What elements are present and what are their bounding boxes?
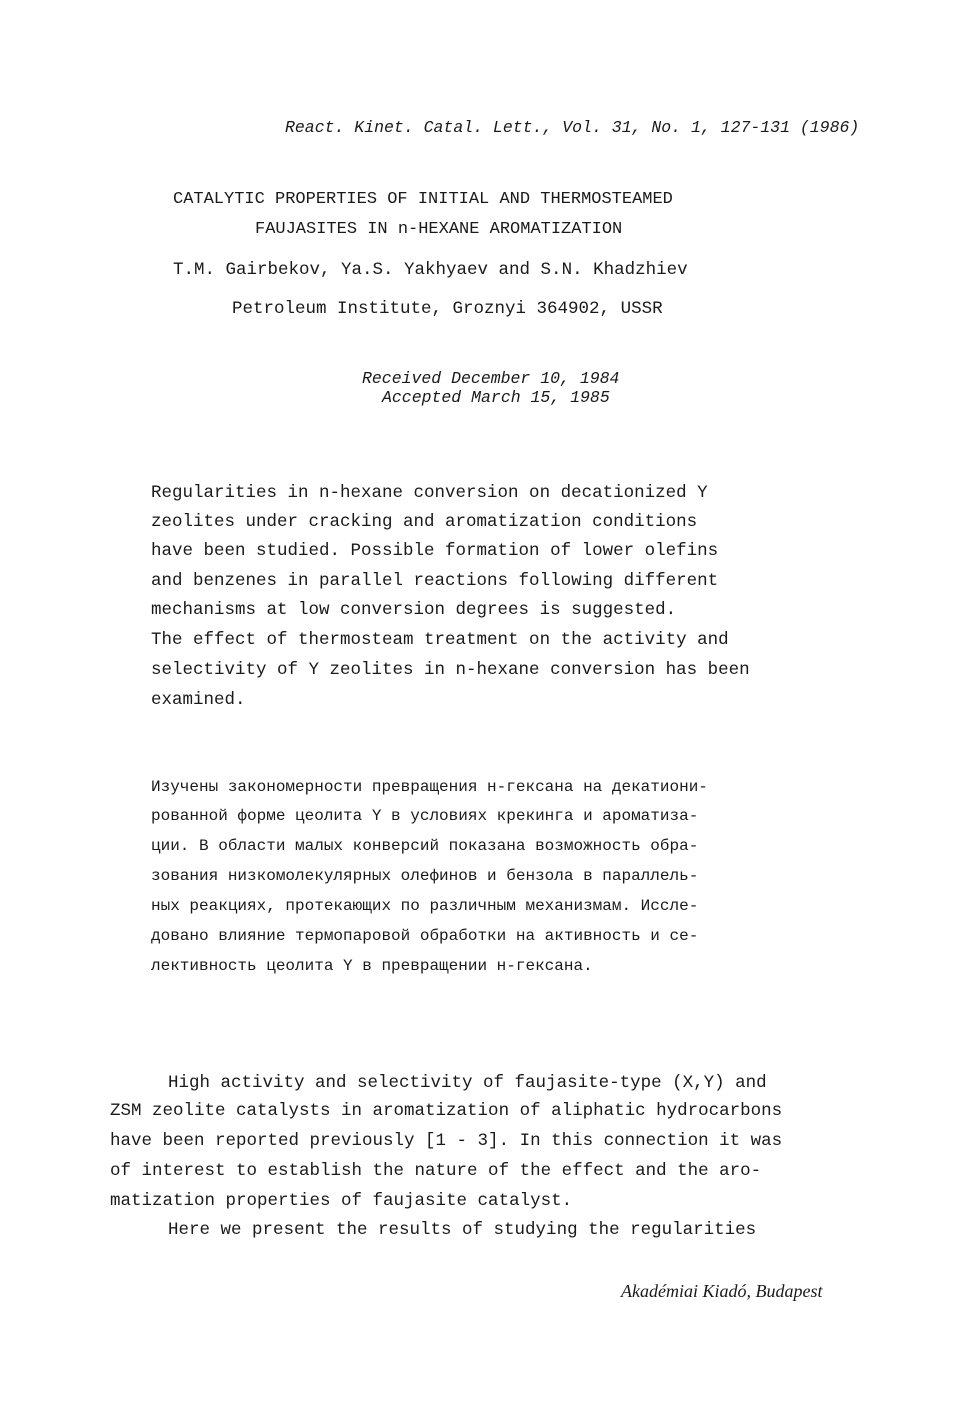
- publisher-footer: Akadémiai Kiadó, Budapest: [621, 1281, 823, 1301]
- affiliation: Petroleum Institute, Groznyi 364902, USSR: [232, 299, 663, 319]
- abstract-en-line: mechanisms at low conversion degrees is suggested.: [151, 600, 677, 620]
- abstract-en-line: have been studied. Possible formation of lower olefins: [151, 541, 719, 561]
- body-line: ZSM zeolite catalysts in aromatization of aliphatic hydrocarbons: [110, 1101, 783, 1121]
- abstract-ru-line: зования низкомолекулярных олефинов и бензола в параллель-: [151, 867, 699, 885]
- abstract-ru-line: ции. В области малых конверсий показана возможность обра-: [151, 837, 699, 855]
- authors: T.M. Gairbekov, Ya.S. Yakhyaev and S.N. Khadzhiev: [173, 260, 688, 280]
- title-line-1: CATALYTIC PROPERTIES OF INITIAL AND THERMOSTEAMED: [173, 190, 673, 209]
- body-line: Here we present the results of studying the regularities: [168, 1220, 757, 1240]
- abstract-ru-line: Изучены закономерности превращения н-гексана на декатиони-: [151, 778, 708, 796]
- accepted-date: Accepted March 15, 1985: [382, 388, 610, 407]
- body-line: matization properties of faujasite catalyst.: [110, 1191, 573, 1211]
- abstract-en-line: The effect of thermosteam treatment on the activity and: [151, 630, 729, 650]
- abstract-en-line: and benzenes in parallel reactions following different: [151, 571, 719, 591]
- title-line-2: FAUJASITES IN n-HEXANE AROMATIZATION: [255, 220, 623, 239]
- abstract-en-line: zeolites under cracking and aromatization conditions: [151, 512, 698, 532]
- abstract-ru-line: довано влияние термопаровой обработки на активность и се-: [151, 927, 699, 945]
- citation-header: React. Kinet. Catal. Lett., Vol. 31, No. 1, 127-131 (1986): [285, 118, 860, 137]
- abstract-ru-line: лективность цеолита Y в превращении н-гексана.: [151, 957, 593, 975]
- abstract-ru-line: рованной форме цеолита Y в условиях крекинга и ароматиза-: [151, 807, 699, 825]
- received-date: Received December 10, 1984: [362, 369, 620, 388]
- abstract-ru-line: ных реакциях, протекающих по различным механизмам. Иссле-: [151, 897, 699, 915]
- body-line: High activity and selectivity of faujasite-type (X,Y) and: [168, 1073, 767, 1093]
- body-line: have been reported previously [1 - 3]. In this connection it was: [110, 1131, 783, 1151]
- abstract-en-line: examined.: [151, 690, 246, 710]
- abstract-en-line: selectivity of Y zeolites in n-hexane conversion has been: [151, 660, 750, 680]
- abstract-en-line: Regularities in n-hexane conversion on decationized Y: [151, 483, 708, 503]
- body-line: of interest to establish the nature of the effect and the aro-: [110, 1161, 762, 1181]
